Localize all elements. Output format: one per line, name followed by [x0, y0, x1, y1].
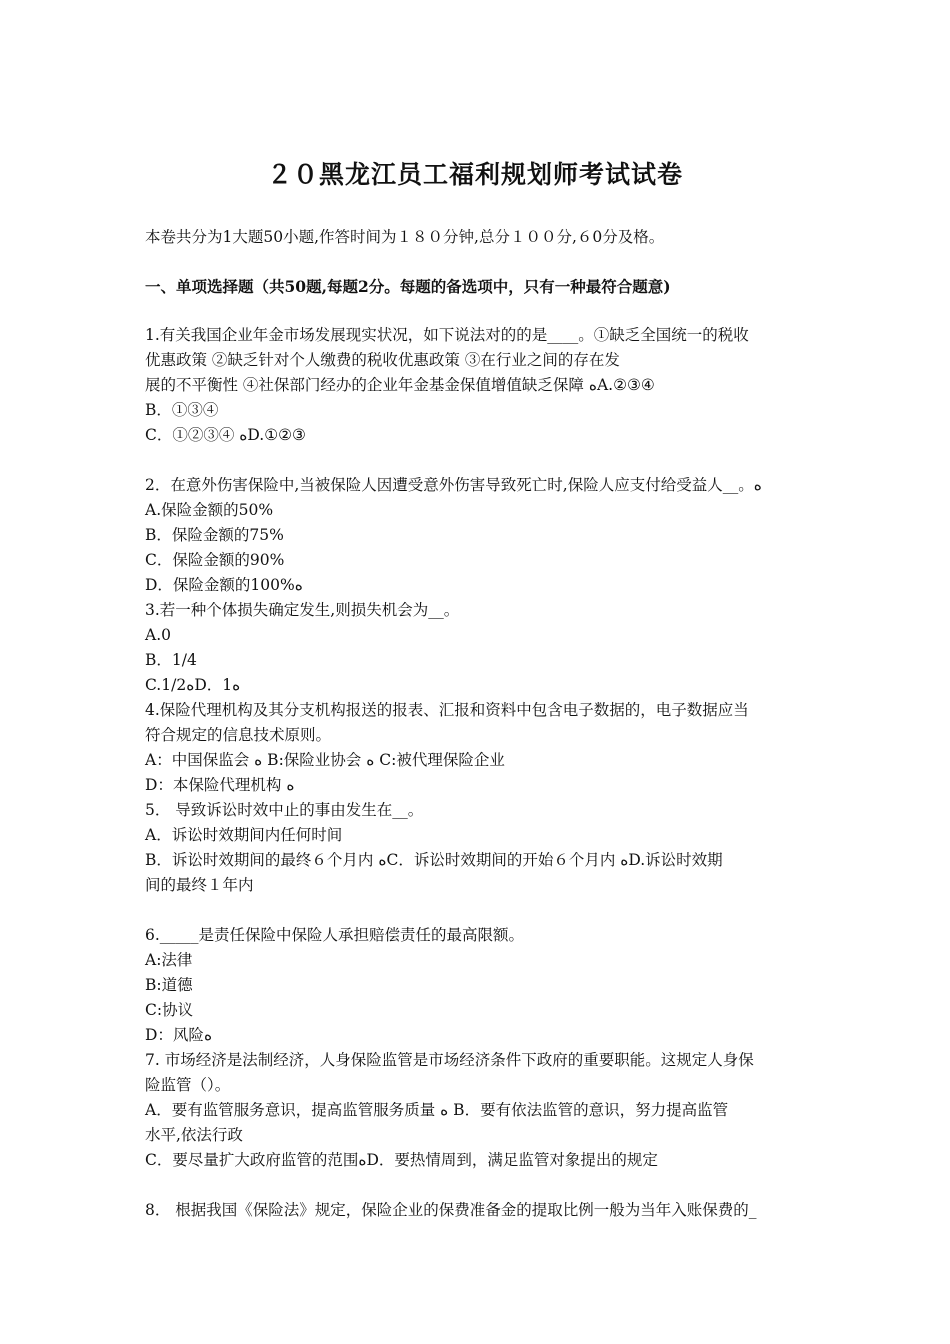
question-line: 3.若一种个体损失确定发生,则损失机会为__。: [145, 601, 460, 619]
answer-option: D．保险金额的100%ﻩ: [145, 576, 303, 594]
question-line: 符合规定的信息技术原则。: [145, 726, 332, 744]
answer-option: A：中国保监会 ﻩ B:保险业协会 ﻩ C:被代理保险企业: [145, 751, 505, 769]
answer-option: B．①③④: [145, 401, 219, 419]
answer-option: B．诉讼时效期间的最终６个月内 ﻩC．诉讼时效期间的开始６个月内 ﻩD.诉讼时效期: [145, 851, 723, 869]
answer-option: A:法律: [145, 951, 193, 969]
section-header: 一、单项选择题（共50题,每题2分。每题的备选项中，只有一种最符合题意): [145, 277, 671, 296]
question-line: 8． 根据我国《保险法》规定，保险企业的保费准备金的提取比例一般为当年入账保费的_: [145, 1201, 757, 1219]
document-title: ２０黑龙江员工福利规划师考试试卷: [266, 160, 683, 189]
question-line: 优惠政策 ②缺乏针对个人缴费的税收优惠政策 ③在行业之间的存在发: [145, 351, 620, 369]
question-line: 5． 导致诉讼时效中止的事由发生在__。: [145, 801, 424, 819]
answer-option: 水平,依法行政: [145, 1126, 243, 1144]
answer-option: C:协议: [145, 1001, 194, 1019]
answer-option: C．①②③④ ﻩD.①②③: [145, 426, 306, 444]
answer-option: A．要有监管服务意识，提高监管服务质量 ﻩ B．要有依法监管的意识，努力提高监管: [145, 1101, 729, 1119]
answer-option: A.保险金额的50%: [145, 501, 274, 519]
question-line: 7. 市场经济是法制经济，人身保险监管是市场经济条件下政府的重要职能。这规定人身保: [145, 1051, 754, 1069]
question-line: 1.有关我国企业年金市场发展现实状况，如下说法对的的是____。①缺乏全国统一的税收: [145, 326, 749, 344]
answer-option: B:道德: [145, 976, 193, 994]
answer-option: A．诉讼时效期间内任何时间: [145, 826, 343, 844]
answer-option: C．保险金额的90%: [145, 551, 285, 569]
answer-option: D：本保险代理机构 ﻩ: [145, 776, 295, 794]
answer-option: C．要尽量扩大政府监管的范围ﻩD．要热情周到，满足监管对象提出的规定: [145, 1151, 658, 1169]
question-line: 4.保险代理机构及其分支机构报送的报表、汇报和资料中包含电子数据的，电子数据应当: [145, 701, 749, 719]
question-line: 险监管（）。: [145, 1076, 231, 1094]
question-line: 2．在意外伤害保险中,当被保险人因遭受意外伤害导致死亡时,保险人应支付给受益人__。ﻩ: [145, 476, 762, 494]
answer-option: D：风险ﻩ: [145, 1026, 213, 1044]
question-line: 展的不平衡性 ④社保部门经办的企业年金基金保值增值缺乏保障 ﻩA.②③④: [145, 376, 655, 394]
exam-intro: 本卷共分为1大题50小题,作答时间为１８０分钟,总分１００分,６0分及格。: [145, 228, 665, 246]
question-line: 6._____是责任保险中保险人承担赔偿责任的最高限额。: [145, 926, 525, 944]
answer-option: C.1/2ﻩD．1ﻩ: [145, 676, 241, 694]
answer-option: B．保险金额的75%: [145, 526, 284, 544]
answer-option: A.0: [145, 626, 171, 644]
answer-option: 间的最终１年内: [145, 876, 254, 894]
answer-option: B．1/4: [145, 651, 197, 669]
